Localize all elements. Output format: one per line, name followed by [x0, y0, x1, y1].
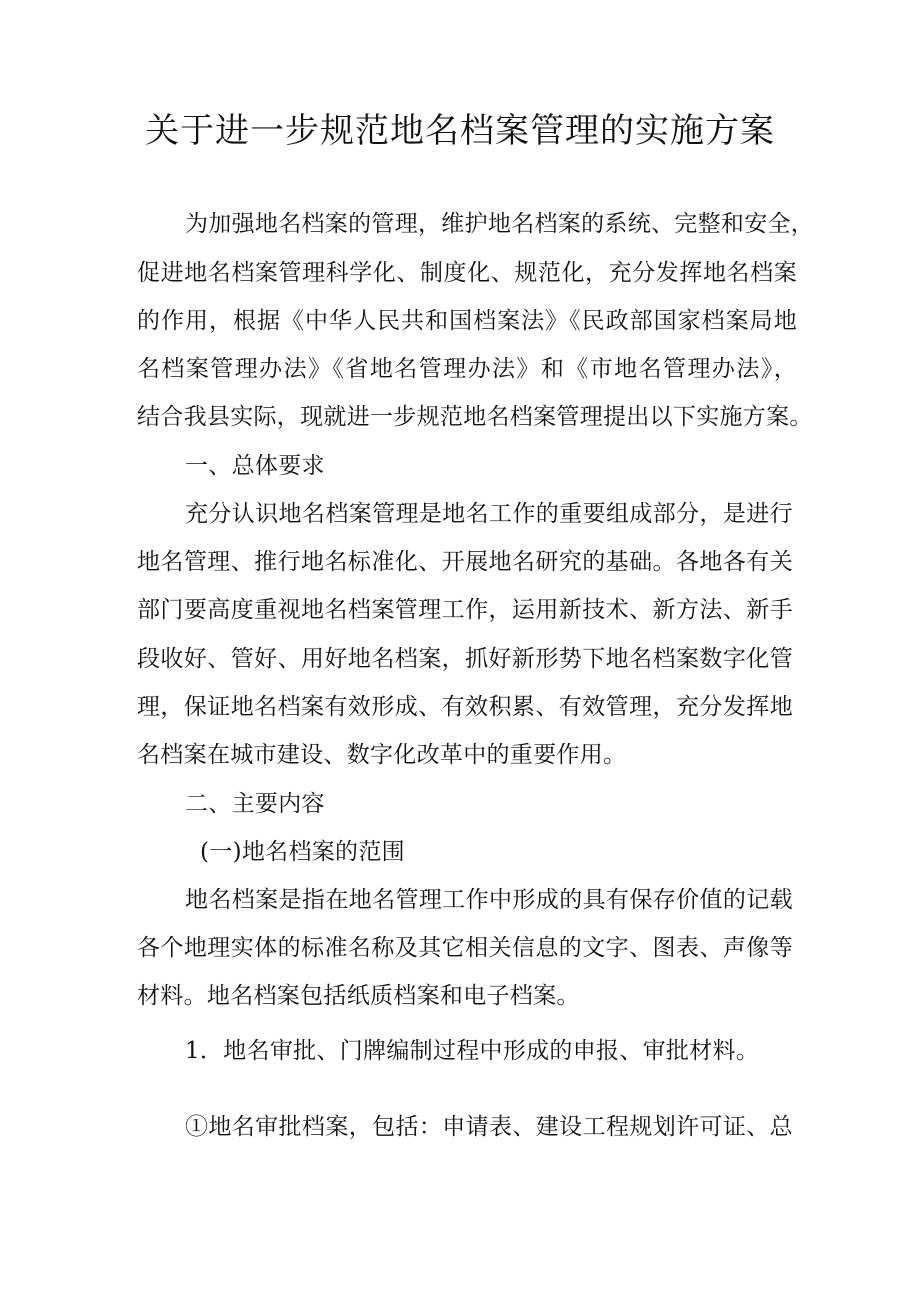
section1-line-5: 理，保证地名档案有效形成、有效积累、有效管理，充分发挥地: [137, 694, 793, 720]
intro-line-2: 促进地名档案管理科学化、制度化、规范化，充分发挥地名档案: [137, 260, 797, 286]
intro-line-3: 的作用，根据《中华人民共和国档案法》《民政部国家档案局地: [137, 308, 797, 334]
section1-line-4: 段收好、管好、用好地名档案，抓好新形势下地名档案数字化管: [137, 646, 793, 672]
section1-line-3: 部门要高度重视地名档案管理工作，运用新技术、新方法、新手: [137, 597, 793, 623]
section2-line-3: 材料。地名档案包括纸质档案和电子档案。: [137, 983, 580, 1009]
subsection-heading: (一)地名档案的范围: [200, 839, 405, 865]
section1-line-1: 充分认识地名档案管理是地名工作的重要组成部分，是进行: [185, 501, 793, 527]
section2-line-1: 地名档案是指在地名管理工作中形成的具有保存价值的记载: [185, 887, 793, 913]
section2-line-2: 各个地理实体的标准名称及其它相关信息的文字、图表、声像等: [137, 935, 793, 961]
section1-line-6: 名档案在城市建设、数字化改革中的重要作用。: [137, 742, 627, 768]
intro-line-4: 名档案管理办法》《省地名管理办法》和《市地名管理办法》，: [137, 356, 797, 382]
document-title: 关于进一步规范地名档案管理的实施方案: [145, 111, 775, 151]
list-item-1: 1．地名审批、门牌编制过程中形成的申报、审批材料。: [185, 1038, 760, 1064]
intro-line-5: 结合我县实际，现就进一步规范地名档案管理提出以下实施方案。: [137, 404, 813, 430]
section-heading-1: 一、总体要求: [185, 453, 325, 479]
section1-line-2: 地名管理、推行地名标准化、开展地名研究的基础。各地各有关: [137, 549, 793, 575]
intro-line-1: 为加强地名档案的管理，维护地名档案的系统、完整和安全，: [185, 211, 815, 237]
list-item-1a: ①地名审批档案，包括：申请表、建设工程规划许可证、总: [185, 1114, 793, 1140]
section-heading-2: 二、主要内容: [185, 791, 325, 817]
